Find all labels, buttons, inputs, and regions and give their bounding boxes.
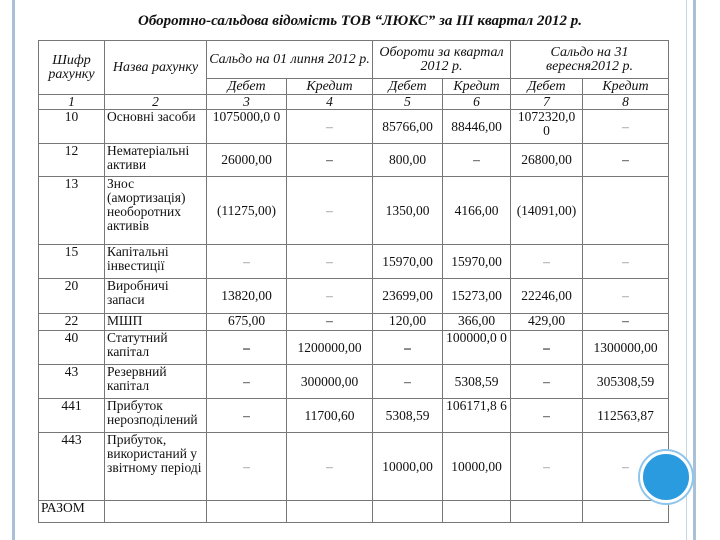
closing-credit: – bbox=[583, 433, 669, 501]
turnover-debit: 10000,00 bbox=[373, 433, 443, 501]
column-number: 2 bbox=[105, 95, 207, 110]
opening-credit: 1200000,00 bbox=[287, 331, 373, 365]
closing-credit: 1300000,00 bbox=[583, 331, 669, 365]
opening-credit: – bbox=[287, 110, 373, 144]
turnover-debit: 23699,00 bbox=[373, 279, 443, 314]
turnover-credit: 15970,00 bbox=[443, 245, 511, 279]
opening-credit: – bbox=[287, 314, 373, 331]
turnover-debit: 800,00 bbox=[373, 144, 443, 177]
opening-debit: – bbox=[207, 365, 287, 399]
turnover-debit: 85766,00 bbox=[373, 110, 443, 144]
slide-frame-left bbox=[12, 0, 15, 540]
closing-debit: – bbox=[511, 433, 583, 501]
table-row bbox=[39, 331, 669, 365]
header-closing-balance: Сальдо на 31 вересня2012 р. bbox=[511, 41, 669, 79]
turnover-credit: 100000,0 0 bbox=[443, 331, 511, 365]
closing-credit: – bbox=[583, 314, 669, 331]
column-number: 6 bbox=[443, 95, 511, 110]
header-credit: Кредит bbox=[583, 79, 669, 95]
column-number: 3 bbox=[207, 95, 287, 110]
table-row bbox=[39, 177, 669, 245]
total-cell bbox=[287, 501, 373, 523]
turnover-debit: 15970,00 bbox=[373, 245, 443, 279]
account-code: 43 bbox=[39, 365, 105, 399]
closing-debit: – bbox=[511, 365, 583, 399]
account-code: 443 bbox=[39, 433, 105, 501]
account-name: Капітальні інвестиції bbox=[105, 245, 207, 279]
header-credit: Кредит bbox=[443, 79, 511, 95]
decorative-circle bbox=[640, 451, 692, 503]
turnover-credit: – bbox=[443, 144, 511, 177]
opening-credit: – bbox=[287, 433, 373, 501]
total-row bbox=[39, 501, 669, 523]
closing-credit: – bbox=[583, 110, 669, 144]
account-code: 22 bbox=[39, 314, 105, 331]
account-code: 13 bbox=[39, 177, 105, 245]
turnover-debit: 120,00 bbox=[373, 314, 443, 331]
opening-credit: 300000,00 bbox=[287, 365, 373, 399]
column-number: 1 bbox=[39, 95, 105, 110]
header-account-name: Назва рахунку bbox=[105, 41, 207, 95]
turnover-debit: – bbox=[373, 331, 443, 365]
closing-credit: 305308,59 bbox=[583, 365, 669, 399]
closing-debit: 1072320,0 0 bbox=[511, 110, 583, 144]
total-cell bbox=[105, 501, 207, 523]
turnover-credit: 88446,00 bbox=[443, 110, 511, 144]
turnover-debit: 5308,59 bbox=[373, 399, 443, 433]
opening-credit: – bbox=[287, 177, 373, 245]
opening-debit: – bbox=[207, 245, 287, 279]
turnover-credit: 15273,00 bbox=[443, 279, 511, 314]
opening-debit: 1075000,0 0 bbox=[207, 110, 287, 144]
table-row bbox=[39, 314, 669, 331]
closing-debit: – bbox=[511, 399, 583, 433]
opening-debit: 13820,00 bbox=[207, 279, 287, 314]
account-name: Виробничі запаси bbox=[105, 279, 207, 314]
turnover-credit: 106171,8 6 bbox=[443, 399, 511, 433]
account-code: 441 bbox=[39, 399, 105, 433]
slide-frame-right-inner bbox=[686, 0, 687, 540]
account-name: Нематеріальні активи bbox=[105, 144, 207, 177]
opening-debit: – bbox=[207, 399, 287, 433]
closing-credit bbox=[583, 177, 669, 245]
table-row bbox=[39, 144, 669, 177]
account-code: 12 bbox=[39, 144, 105, 177]
turnover-credit: 5308,59 bbox=[443, 365, 511, 399]
table-row bbox=[39, 110, 669, 144]
opening-credit: – bbox=[287, 279, 373, 314]
closing-credit: – bbox=[583, 144, 669, 177]
column-number: 4 bbox=[287, 95, 373, 110]
total-cell bbox=[373, 501, 443, 523]
account-name: Основні засоби bbox=[105, 110, 207, 144]
table-row bbox=[39, 279, 669, 314]
account-name: Статутний капітал bbox=[105, 331, 207, 365]
account-code: 40 bbox=[39, 331, 105, 365]
turnover-debit: – bbox=[373, 365, 443, 399]
closing-debit: – bbox=[511, 245, 583, 279]
total-cell bbox=[511, 501, 583, 523]
closing-credit: – bbox=[583, 245, 669, 279]
account-name: МШП bbox=[105, 314, 207, 331]
header-debit: Дебет bbox=[207, 79, 287, 95]
column-number: 7 bbox=[511, 95, 583, 110]
header-credit: Кредит bbox=[287, 79, 373, 95]
opening-debit: 26000,00 bbox=[207, 144, 287, 177]
trial-balance-table bbox=[38, 40, 669, 523]
turnover-credit: 4166,00 bbox=[443, 177, 511, 245]
turnover-debit: 1350,00 bbox=[373, 177, 443, 245]
total-cell bbox=[583, 501, 669, 523]
table-row bbox=[39, 399, 669, 433]
total-cell bbox=[443, 501, 511, 523]
header-opening-balance: Сальдо на 01 липня 2012 р. bbox=[207, 41, 373, 79]
table-row bbox=[39, 433, 669, 501]
account-name: Резервний капітал bbox=[105, 365, 207, 399]
table-row bbox=[39, 245, 669, 279]
table-row bbox=[39, 365, 669, 399]
closing-debit: 22246,00 bbox=[511, 279, 583, 314]
column-number: 8 bbox=[583, 95, 669, 110]
turnover-credit: 366,00 bbox=[443, 314, 511, 331]
opening-credit: – bbox=[287, 245, 373, 279]
account-name: Знос (амортизація) необоротних активів bbox=[105, 177, 207, 245]
closing-debit: (14091,00) bbox=[511, 177, 583, 245]
turnover-credit: 10000,00 bbox=[443, 433, 511, 501]
header-account-code: Шифр рахунку bbox=[39, 41, 105, 95]
column-number: 5 bbox=[373, 95, 443, 110]
header-debit: Дебет bbox=[511, 79, 583, 95]
page-title: Оборотно-сальдова відомість ТОВ “ЛЮКС” за ІІІ квартал 2012 р. bbox=[138, 13, 582, 29]
account-code: 20 bbox=[39, 279, 105, 314]
opening-debit: (11275,00) bbox=[207, 177, 287, 245]
opening-debit: – bbox=[207, 433, 287, 501]
account-name: Прибуток, використаний у звітному періоді bbox=[105, 433, 207, 501]
opening-credit: – bbox=[287, 144, 373, 177]
closing-debit: 429,00 bbox=[511, 314, 583, 331]
closing-credit: – bbox=[583, 279, 669, 314]
total-label: РАЗОМ bbox=[39, 501, 105, 523]
opening-debit: – bbox=[207, 331, 287, 365]
closing-debit: – bbox=[511, 331, 583, 365]
header-debit: Дебет bbox=[373, 79, 443, 95]
slide-frame-right bbox=[693, 0, 696, 540]
account-code: 10 bbox=[39, 110, 105, 144]
account-code: 15 bbox=[39, 245, 105, 279]
closing-credit: 112563,87 bbox=[583, 399, 669, 433]
total-cell bbox=[207, 501, 287, 523]
opening-debit: 675,00 bbox=[207, 314, 287, 331]
closing-debit: 26800,00 bbox=[511, 144, 583, 177]
opening-credit: 11700,60 bbox=[287, 399, 373, 433]
header-turnover: Обороти за квартал 2012 р. bbox=[373, 41, 511, 79]
account-name: Прибуток нерозподілений bbox=[105, 399, 207, 433]
